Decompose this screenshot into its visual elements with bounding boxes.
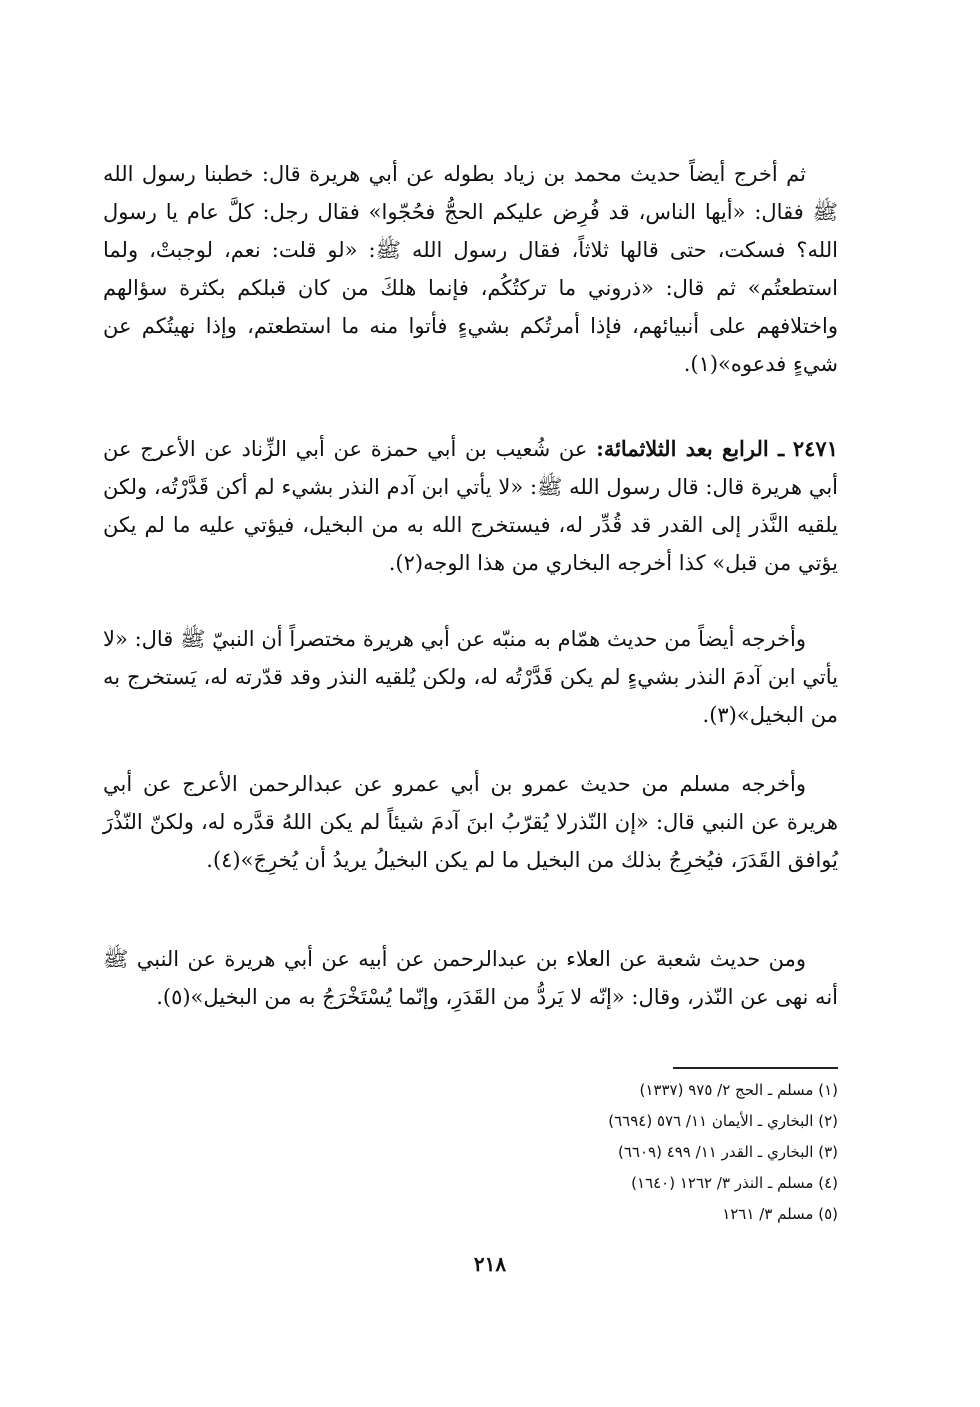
page-number: ٢١٨	[473, 1252, 507, 1276]
footnote-3: (٣) البخاري ـ القدر ١١/ ٤٩٩ (٦٦٠٩)	[617, 1143, 838, 1161]
footnote-2: (٢) البخاري ـ الأيمان ١١/ ٥٧٦ (٦٦٩٤)	[608, 1112, 838, 1130]
paragraph-text: وأخرجه مسلم من حديث عمرو بن أبي عمرو عن عبدالرحمن الأعرج عن أبي هريرة عن النبي قال: «إن النّذرلا يُقرّبُ ابنَ آدمَ شيئاً لم يكن اللهُ قدَّره له، ولكنّ النّذْرَ يُوافق القَدَرَ، فيُخرِجُ بذلك من البخيل ما لم يكن البخيلُ يريدُ أن يُخرِجَ»(٤).	[103, 772, 838, 872]
hadith-paragraph-text	[103, 430, 838, 582]
hadith-title: ـ الرابع بعد الثلاثمائة:	[596, 436, 785, 461]
paragraph-1	[103, 155, 838, 383]
footnote-4: (٤) مسلم ـ النذر ٣/ ١٢٦٢ (١٦٤٠)	[631, 1174, 838, 1192]
paragraph-5	[103, 940, 838, 1016]
footnote-1: (١) مسلم ـ الحج ٢/ ٩٧٥ (١٣٣٧)	[639, 1081, 838, 1099]
footnote-5: (٥) مسلم ٣/ ١٢٦١	[722, 1205, 838, 1223]
hadith-number: ٢٤٧١	[792, 436, 838, 461]
footnotes	[478, 1075, 838, 1230]
paragraph-text: وأخرجه أيضاً من حديث همّام به منبّه عن أبي هريرة مختصراً أن النبيّ ﷺ قال: «لا يأتي ابن آدمَ النذر بشيءٍ لم يكن قَدَّرْتُه له، ولكن يُلقيه النذر وقد قدّرته له، يَستخرج به من البخيل»(٣).	[103, 627, 838, 727]
footnote-divider	[673, 1067, 838, 1069]
paragraph-text: ومن حديث شعبة عن العلاء بن عبدالرحمن عن أبيه عن أبي هريرة عن النبي ﷺ أنه نهى عن النّذر، وقال: «إنّه لا يَردُّ من القَدَرِ، وإنّما يُسْتَخْرَجُ به من البخيل»(٥).	[103, 947, 838, 1009]
hadith-body: عن شُعيب بن أبي حمزة عن أبي الزِّناد عن الأعرج عن أبي هريرة قال: قال رسول الله ﷺ: «لا يأتي ابن آدم النذر بشيء لم أكن قَدَّرْتُه، ولكن يلقيه النَّذر إلى القدر قد قُدِّر له، فيستخرج الله به من البخيل، فيؤتي عليه ما لم يكن يؤتي من قبل» كذا أخرجه البخاري من هذا الوجه(٢).	[103, 437, 838, 575]
paragraph-text: ثم أخرج أيضاً حديث محمد بن زياد بطوله عن أبي هريرة قال: خطبنا رسول الله ﷺ فقال: «أيها الناس، قد فُرِض عليكم الحجُّ فحُجّوا» فقال رجل: كلَّ عام يا رسول الله؟ فسكت، حتى قالها ثلاثاً، فقال رسول الله ﷺ: «لو قلت: نعم، لوجبتْ، ولما استطعتُم» ثم قال: «ذروني ما تركتُكُم، فإنما هلكَ من كان قبلكم بكثرة سؤالهم واختلافهم على أنبيائهم، فإذا أمرتُكم بشيءٍ فأتوا منه ما استطعتم، وإذا نهيتُكم عن شيءٍ فدعوه»(١).	[103, 162, 838, 376]
hadith-2471-paragraph	[103, 430, 838, 582]
paragraph-3	[103, 620, 838, 734]
paragraph-4	[103, 765, 838, 879]
